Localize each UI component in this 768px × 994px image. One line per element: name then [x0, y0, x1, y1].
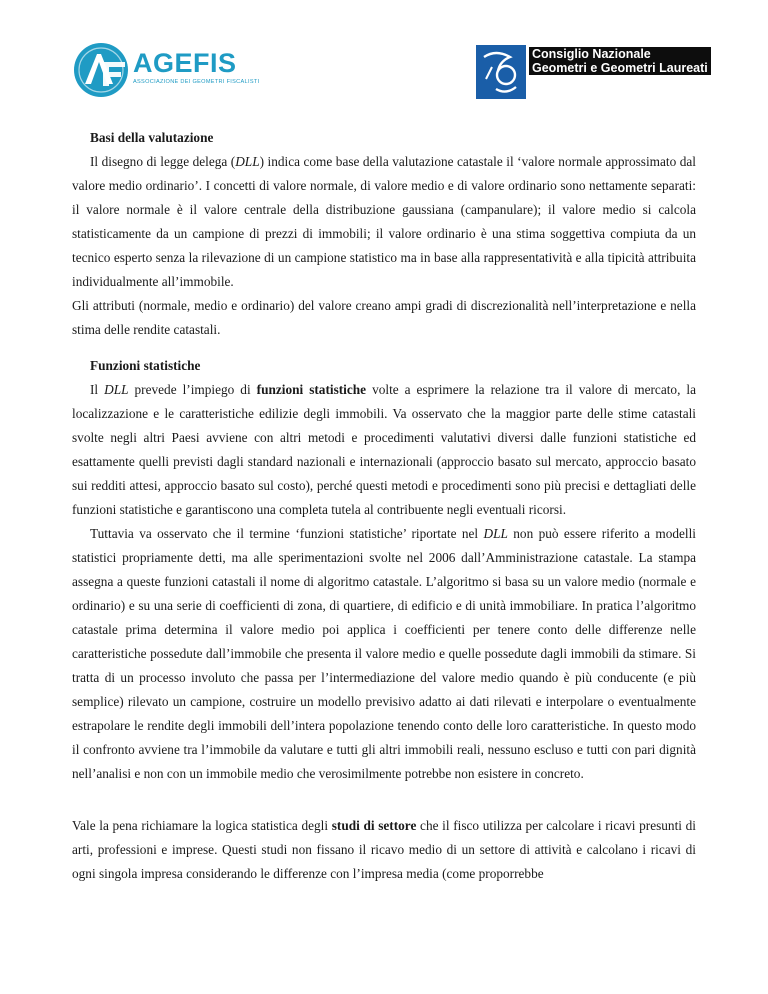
cng-title: [529, 47, 711, 75]
text-run: che il fisco utilizza per calcolare i ricavi presunti di arti, professioni e imprese. Questi studi non fissano il ricavo medio di un settore di attività e calcolano i ricavi di ogni singola impresa considerando le differenze con l’impresa media (come proporrebbe: [72, 818, 696, 881]
dll-abbrev: DLL: [235, 154, 260, 169]
text-run: Il disegno di legge delega (: [90, 154, 236, 169]
paragraph-settore-1: [72, 814, 696, 886]
cng-emblem-icon: [476, 45, 526, 99]
spacer: [72, 342, 696, 354]
text-run: volte a esprimere la relazione tra il valore di mercato, la localizzazione e le caratteristiche edilizie degli immobili. Va osservato che la maggior parte delle stime catastali svolte negli altri Paesi avviene con altri metodi e procedimenti valutativi diversi dalle funzioni statistiche ed esattamente quelli previsti dagli standard nazionali e internazionali (approccio basato sul mercato, approccio basato sui redditi attesi, approccio basato sul costo), perché questi metodi e procedimenti sono più precisi e dettagliati delle funzioni statistiche e garantiscono una completa tutela al contribuente negli eventuali ricorsi.: [72, 382, 696, 517]
dll-abbrev: DLL: [483, 526, 508, 541]
agefis-wordmark: AGEFIS: [133, 48, 237, 78]
agefis-emblem-icon: [73, 42, 135, 98]
bold-term: funzioni statistiche: [256, 382, 367, 397]
paragraph-basi-2: Gli attributi (normale, medio e ordinario) del valore creano ampi gradi di discrezionalità nell’interpretazione e nella stima delle rendite catastali.: [72, 298, 696, 337]
paragraph-funzioni-1: [72, 378, 696, 522]
text-run: ) indica come base della valutazione catastale il ‘valore normale approssimato dal valore medio ordinario’. I concetti di valore normale, di valore medio e di valore ordinario sono nettamente separati: il valore normale è il valore centrale della distribuzione gaussiana (campanulare); il valore medio si calcola statisticamente da un campione di prezzi di immobili; il valore ordinario è una stima soggettiva compiuta da un tecnico esperto senza la rilevazione di un campione statistico ma in base alla rappresentatività e alla tipicità attribuita individualmente all’immobile.: [72, 154, 696, 289]
text-run: Tuttavia va osservato che il termine ‘funzioni statistiche’ riportate nel: [90, 526, 484, 541]
cng-title-line2: Geometri e Geometri Laureati: [532, 61, 708, 75]
paragraph-basi-1: [72, 150, 696, 294]
text-run: prevede l’impiego di: [128, 382, 257, 397]
heading-basi: Basi della valutazione: [90, 130, 214, 145]
spacer: [72, 786, 696, 814]
paragraph-funzioni-2: [72, 522, 696, 786]
document-body: [72, 126, 696, 886]
bold-term: studi di settore: [331, 818, 417, 833]
heading-funzioni: Funzioni statistiche: [90, 358, 201, 373]
agefis-subtitle: ASSOCIAZIONE DEI GEOMETRI FISCALISTI: [133, 79, 260, 85]
text-run: non può essere riferito a modelli statistici propriamente detti, ma alle sperimentazioni svolte nel 2006 dall’Amministrazione catastale. La stampa assegna a queste funzioni catastali il nome di algoritmo catastale. L’algoritmo si basa su un valore medio (normale e ordinario) e su una serie di coefficienti di zona, di quartiere, di edificio e di unità immobiliare. In pratica l’algoritmo catastale prima determina il valore medio poi applica i coefficienti per tenere conto delle differenze nelle caratteristiche possedute dall’immobile che presenta il valore medio e quelle possedute dagli immobili da stimare. Si tratta di un processo involuto che passa per l’intermediazione del valore medio quando è più conducente (e più semplice) rilevato un campione, costruire un modello previsivo adatto ai dati rilevati e interpolare o eventualmente estrapolare le rendite degli immobili dell’intera popolazione tenendo conto delle loro caratteristiche. In questo modo il confronto avviene tra l’immobile da valutare e tutti gli altri immobili reali, nessuno escluso e tutti con pari dignità nell’analisi e non con un immobile medio che verosimilmente potrebbe non esistere in concreto.: [72, 526, 696, 781]
agefis-logo: [73, 42, 263, 98]
text-run: Vale la pena richiamare la logica statistica degli: [72, 818, 332, 833]
cng-logo: [476, 45, 708, 101]
text-run: Il: [90, 382, 105, 397]
cng-title-line1: Consiglio Nazionale: [532, 47, 651, 61]
dll-abbrev: DLL: [104, 382, 129, 397]
